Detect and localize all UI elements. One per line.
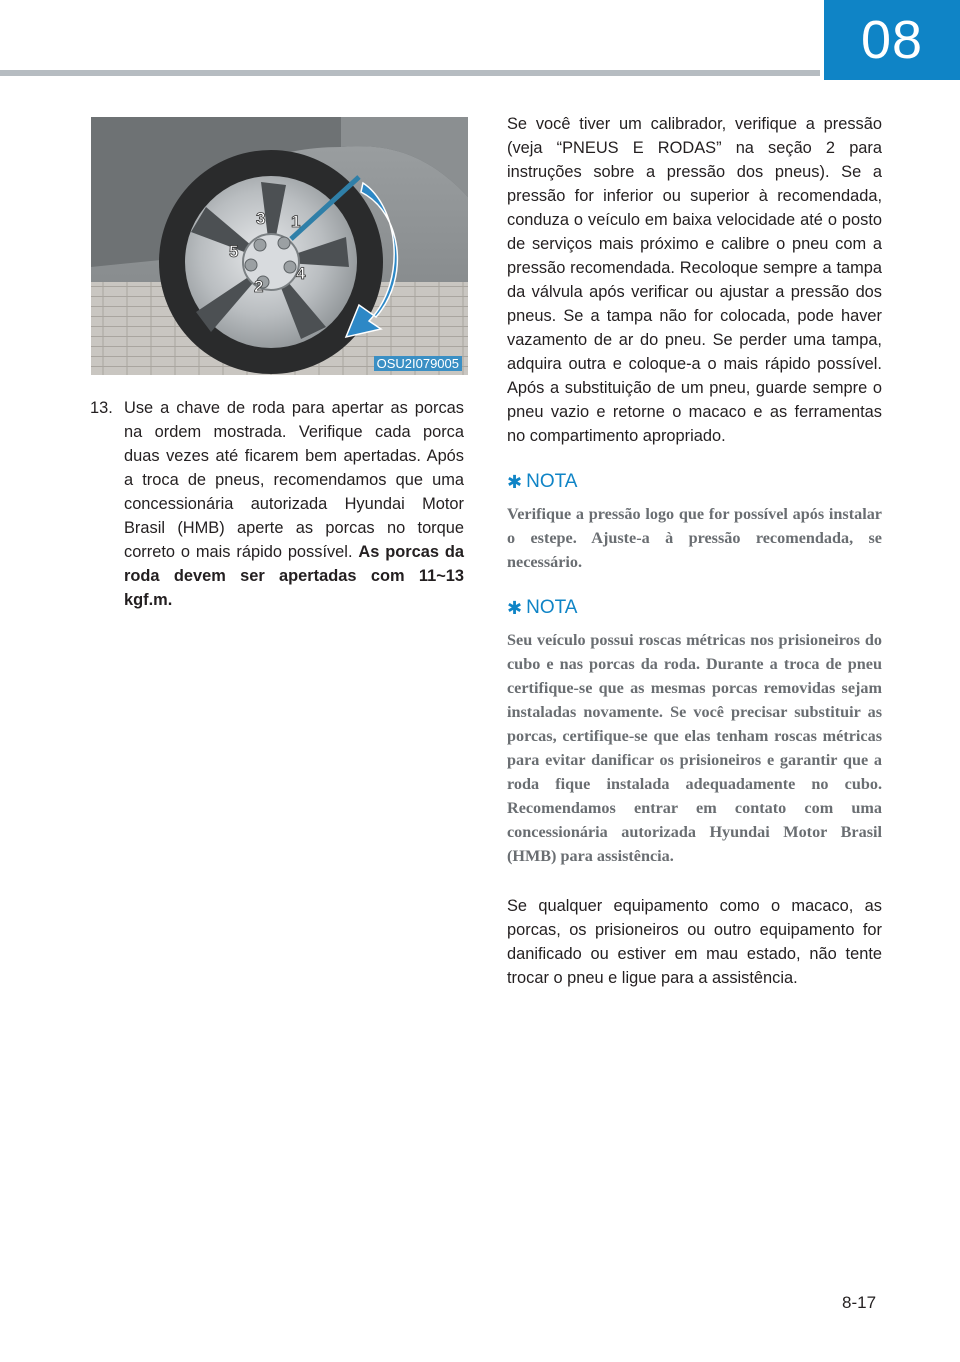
nut-label-3: 3 [256, 209, 266, 228]
page-number: 8-17 [842, 1293, 877, 1312]
note-text-2: Seu veículo possui roscas métricas nos prisioneiros do cubo e nas porcas da roda. Durante a troca de pneu certifique-se que as mesmas porcas removidas sejam instaladas novamente. Se você precisar substituir as porcas, certifique-se que elas tenham roscas métricas para evitar danificar os prisioneiros e garantir que a roda fique instalada adequadamente no cubo. Recomendamos entrar em contato com uma concessionária autorizada Hyundai Motor Brasil (HMB) para assistência. [507, 631, 882, 865]
cross-star-icon: ✱ [507, 598, 523, 618]
note-heading-1 [507, 470, 882, 494]
wheel-photo [91, 117, 468, 375]
header-rule [0, 70, 820, 76]
nut-label-1: 1 [291, 212, 301, 231]
note-title-1: NOTA [526, 471, 578, 492]
right-column [507, 112, 882, 990]
nut-label-2: 2 [254, 277, 264, 296]
step-number: 13. [90, 399, 113, 417]
nut-label-4: 4 [296, 264, 306, 283]
left-column [90, 396, 464, 612]
step-text-container [124, 396, 464, 612]
note-text-1: Verifique a pressão logo que for possível após instalar o estepe. Ajuste-a à pressão recomendada, se necessário. [507, 505, 882, 571]
nut-label-5: 5 [229, 242, 239, 261]
pressure-paragraph: Se você tiver um calibrador, verifique a pressão (veja “PNEUS E RODAS” na seção 2 para instruções sobre a pressão dos pneus). Se a pressão for inferior ou superior à recomendada, conduza o veículo em baixa velocidade até o posto de serviços mais próximo e calibre o pneu com a pressão recomendada. Recoloque sempre a tampa da válvula após verificar ou ajustar a pressão dos pneus. Se a tampa não for colocada, pode haver vazamento de ar do pneu. Se perder uma tampa, adquira outra e coloque-a o mais rápido possível. Após a substituição de um pneu, guarde sempre o pneu vazio e retorne o macaco e as ferramentas no compartimento apropriado. [507, 115, 882, 445]
note-title-2: NOTA [526, 597, 578, 618]
equipment-paragraph: Se qualquer equipamento como o macaco, as porcas, os prisioneiros ou outro equipamento for danificado ou estiver em mau estado, não tente trocar o pneu e ligue para a assistência. [507, 897, 882, 987]
cross-star-icon: ✱ [507, 472, 523, 492]
note-heading-2 [507, 596, 882, 620]
step-text: Use a chave de roda para apertar as porcas na ordem mostrada. Verifique cada porca duas vezes até ficarem bem apertadas. Após a troca de pneus, recomendamos que uma concessionária autorizada Hyundai Motor Brasil (HMB) aperte as porcas no torque correto o mais rápido possível. [124, 399, 464, 561]
figure-code: OSU2I079005 [374, 356, 462, 371]
wheel-illustration [91, 117, 468, 375]
step-13 [90, 396, 464, 612]
chapter-tab: 08 [824, 0, 960, 80]
torque-spec: As porcas da roda devem ser apertadas com 11~13 kgf.m. [124, 543, 464, 609]
